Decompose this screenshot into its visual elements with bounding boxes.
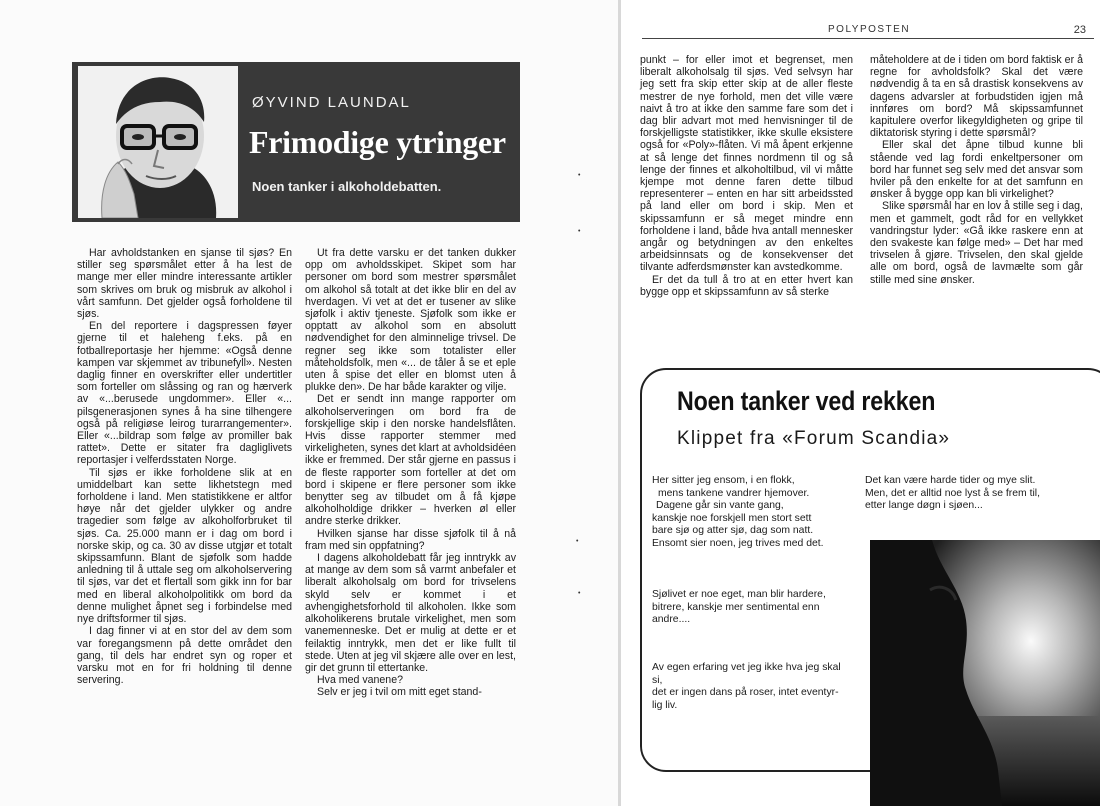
author-portrait: [78, 66, 238, 218]
text-column-1: [77, 247, 292, 686]
poem-line: Her sitter jeg ensom, i en flokk,: [652, 475, 795, 486]
poem-title: Noen tanker ved rekken: [677, 386, 936, 416]
scan-specks: •: [578, 172, 581, 179]
scan-specks: •: [578, 228, 581, 235]
paragraph: Selv er jeg i tvil om mitt eget stand-: [317, 686, 482, 699]
poem-line: bitrere, kanskje mer sentimental enn: [652, 601, 820, 613]
header-rule: [642, 38, 1094, 39]
article-title: Frimodige ytringer: [249, 124, 506, 160]
paragraph: Hvilken sjanse har disse sjøfolk til å nå fram med sin oppfatning?: [305, 527, 516, 552]
poem-line: andre....: [652, 614, 691, 626]
poem-stanza: [652, 662, 841, 712]
paragraph: Har avholdstanken en sjanse til sjøs? En stiller seg spørsmålet etter å ha lest de mange mer eller mindre interessante artikler som skrives om bruk og misbruk av alkohol i vårt samfunn. Det gjelder også forholdene til sjøs.: [77, 247, 292, 321]
paragraph: Ut fra dette varsku er det tanken dukker opp om avholdsskipet. Skipet som har personer om bord som mestrer spørsmålet om alkohol så totalt at det ikke blir en del av hverdagen. Vi vet at det er tusener av slike sjøfolk i aktiv tjeneste. Sjøfolk som ikke er opptatt av alkohol som en absolutt nødvendighet for den alminnelige trivsel. De regner seg ikke som totalister eller måteholdsfolk, men «... de tåler å se et eple uten å spise det eller en blomst uten å plukke den». De har både karakter og vilje.: [305, 247, 516, 394]
text-column-3: [640, 54, 853, 298]
page-number: 23: [1073, 24, 1086, 36]
poem-line: etter lange døgn i sjøen...: [865, 500, 983, 512]
text-column-2: [305, 247, 516, 699]
text-column-4: [870, 54, 1083, 286]
author-name: ØYVIND LAUNDAL: [252, 94, 411, 111]
poem-line: si,: [652, 674, 663, 686]
poem-line: Dagene går sin vante gang,: [656, 500, 784, 512]
publication-name: POLYPOSTEN: [828, 24, 911, 35]
paragraph: Til sjøs er ikke forholdene slik at en umiddelbart kan sette likhetstegn med forholdene i land. Men statistikkene er altfor høye når det gjelder ulykker og andre tragedier som følge av alkoholforbruket til sjøs. Ca. 25.000 mann er i dag om bord i norske skip, og ca. 30 av disse utgjør et totalt skipssamfunn. Blant de sjøfolk som hadde anledning til å uttale seg om alkoholservering til sjøs, var det et flertall som gikk inn for bar med en liberal alkoholpolitikk om bord da denne mulighet åpnet seg i forbindelse med nye driftsformer til sjøs.: [77, 466, 292, 626]
paragraph: Eller skal det åpne tilbud kunne bli stående ved lag fordi enkeltpersoner om bord har funnet seg selv med det ansvar som hviler på den enkelte for at det samfunn en ønsker å bygge opp kan bli virkelighet?: [870, 139, 1083, 201]
running-header: [618, 24, 1098, 40]
scan-specks: •: [578, 590, 581, 597]
poem-stanza: [652, 589, 826, 627]
paragraph: I dagens alkoholdebatt får jeg inntrykk av at mange av dem som så varmt anbefaler et liberalt alkoholsalg om bord for trivselens skyld selv er kommet i et avhengighetsforhold til alkoholen. Ikke som alkoholikerens brutale virkelighet, men som vanemenneske. Det er mulig at dette er et feilaktig inntrykk, men det er like fullt til stede. Uten at jeg vil skjære alle over en lest, gir det grunn til ettertanke.: [305, 552, 516, 674]
poem-line: Sjølivet er noe eget, man blir hardere,: [652, 589, 826, 600]
paragraph: måteholdere at de i tiden om bord faktisk er å regne for avholdsfolk? Skal det være nødvendig å ta en så drastisk konsekvens av dagens advarsler at forbudstiden igjen må innføres om bord? Må skipssamfunnet kapitulere overfor likegyldigheten og gripe til diktatorisk styring i dette spørsmål?: [870, 54, 1083, 140]
poem-source: Klippet fra «Forum Scandia»: [677, 428, 951, 449]
article-subtitle: Noen tanker i alkoholdebatten.: [252, 179, 442, 194]
poem-line: Av egen erfaring vet jeg ikke hva jeg skal: [652, 662, 841, 673]
poem-stanza: [652, 475, 824, 551]
paragraph: I dag finner vi at en stor del av dem som var foregangsmenn på dette området den gang, til dels har endret syn og roper et varsku mot en for fri holdning til denne servering.: [77, 625, 292, 687]
paragraph: En del reportere i dagspressen føyer gjerne til et haleheng f.eks. på en fotballreportasje her hjemme: «Også denne kampen var skjemmet av tribunefyll». Nesten daglig finner en overskrifter eller undertitler som forteller om slåssing og ran og hærverk av «...berusede ungdommer». Eller «... pilsgenerasjonen synes å ha sine tilhengere også på religiøse leirog turarrangementer». Eller «...bildrap som følge av promiller bak rattet». Dette er sitater fra dagliglivets reportasjer i velferdsstaten Norge.: [77, 320, 292, 467]
paragraph: punkt – for eller imot et begrenset, men liberalt alkoholsalg til sjøs. Ved selvsyn har jeg sett fra skip etter skip at de aller fleste mestrer de nye forhold, men det ville være naivt å tro at ikke den samme fare som det i dag blir advart mot med henvisninger til de forskjelligste statistikker, ikke skulle eksistere også for «Poly»-flåten. Vi må åpent erkjenne at så lenge det finnes nordmenn til og så lenge der finnes et alkoholtilbud, vil vi måtte kjempe mot denne faren dette tilbud representerer – enten en har sitt arbeidssted på land eller om bord i skip. Men et skipssamfunn er så meget mindre enn forholdene i land, både hva antall mennesker angår og betydningen av den enkeltes arbeidsinnsats og de konsekvenser det tilvante adferdsmønster kan avstedkomme.: [640, 54, 853, 274]
poem-line: kanskje noe forskjell men stort sett: [652, 512, 812, 524]
paragraph: Er det da tull å tro at en etter hvert kan bygge opp et skipssamfunn av så sterke: [640, 273, 853, 298]
page-gutter: [618, 0, 621, 806]
poem-line: Men, det er alltid noe lyst å se frem til,: [865, 487, 1040, 499]
poem-line: bare sjø og atter sjø, dag som natt.: [652, 525, 814, 537]
poem-line: Ensomt sier noen, jeg trives med det.: [652, 537, 824, 549]
poem-line: lig liv.: [652, 699, 678, 711]
poem-line: Det kan være harde tider og mye slit.: [865, 475, 1036, 486]
sea-silhouette-photo: [870, 540, 1100, 806]
paragraph: Slike spørsmål har en lov å stille seg i dag, men et gammelt, godt råd for en vellykket vandringstur lyder: «Gå ikke raskere enn at den svakeste kan følge med» – Det har med trivselen å gjøre. Trivselen, den skal gjelde alle om bord, også de lavmælte som går stille med sine ønsker.: [870, 200, 1083, 286]
paragraph: Hva med vanene?: [317, 674, 403, 687]
poem-line: mens tankene vandrer hjemover.: [658, 487, 810, 499]
poem-line: det er ingen dans på roser, intet eventyr-: [652, 687, 839, 699]
poem-stanza: [865, 475, 1040, 513]
paragraph: Det er sendt inn mange rapporter om alkoholserveringen om bord fra de forskjellige skip i den norske handelsflåten. Hvis disse rapporter stemmer med virkeligheten, synes det klart at avholdsidéen ikke er fremmed. Der står gjerne en passus i de fleste rapporter som forteller at det om bord i skipene er flere personer som ikke benytter seg av tilbudet om å få kjøpe alkoholholdige drikker – hverken øl eller andre sterke drikker.: [305, 393, 516, 528]
scan-specks: •: [576, 538, 579, 545]
